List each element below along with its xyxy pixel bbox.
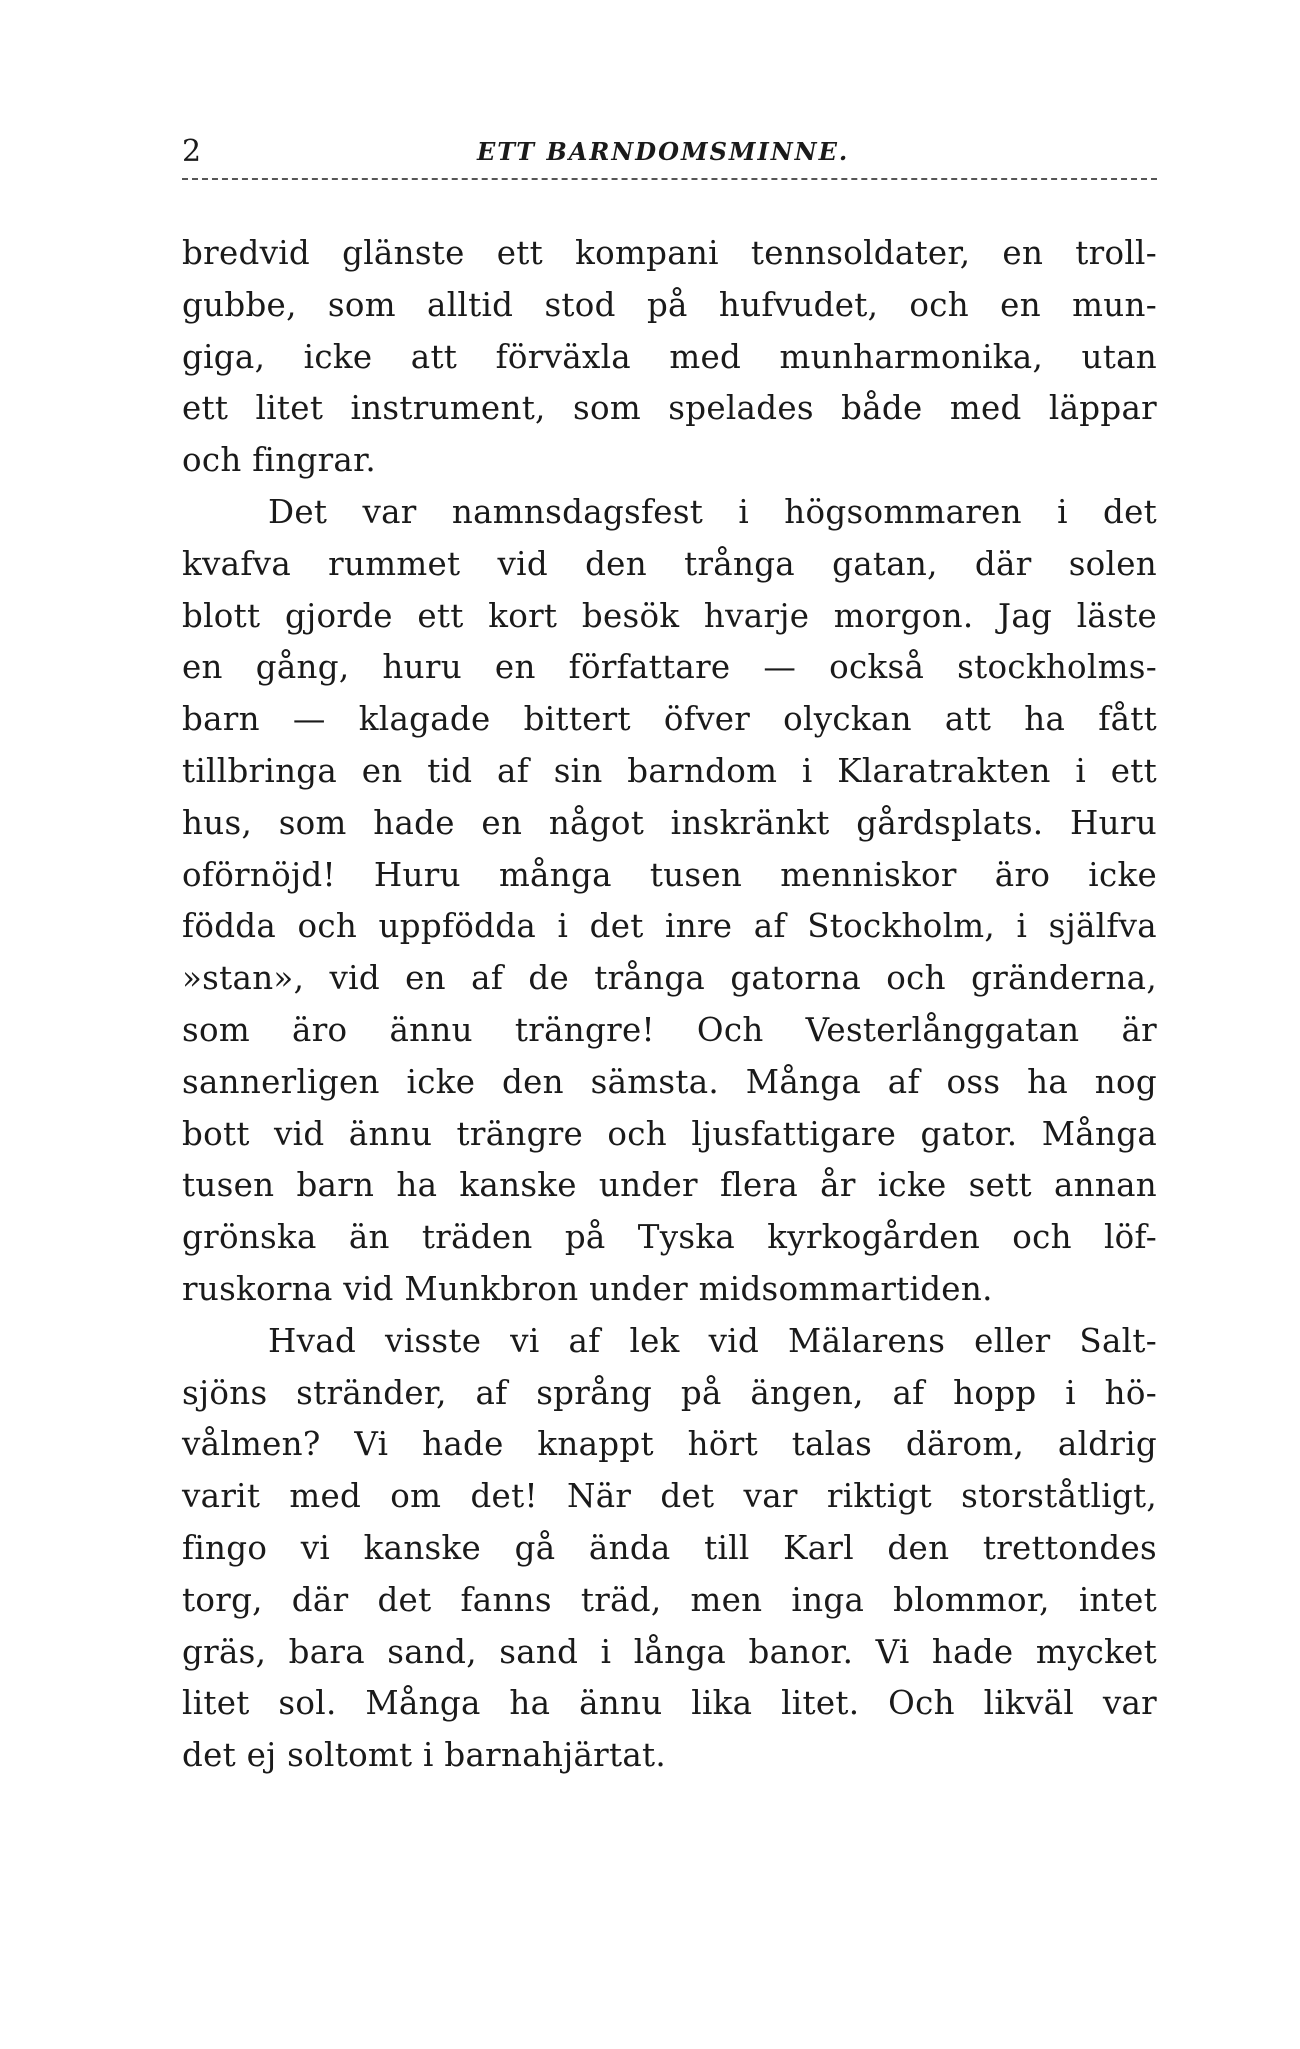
text-line: litet sol. Många ha ännu lika litet. Och likväl var xyxy=(182,1684,1157,1723)
running-head xyxy=(182,132,1157,172)
text-line: kvafva rummet vid den trånga gatan, där solen xyxy=(182,544,1157,583)
text-line: och fingrar. xyxy=(182,441,376,480)
page-number: 2 xyxy=(182,134,202,169)
text-line: gubbe, som alltid stod på hufvudet, och en mun- xyxy=(182,285,1157,324)
text-line: fingo vi kanske gå ända till Karl den trettondes xyxy=(182,1528,1157,1567)
text-line: en gång, huru en författare — också stockholms- xyxy=(182,648,1157,687)
text-line: barn — klagade bittert öfver olyckan att ha fått xyxy=(182,700,1157,739)
text-line: vålmen? Vi hade knappt hört talas därom, aldrig xyxy=(182,1425,1157,1464)
text-line: oförnöjd! Huru många tusen menniskor äro icke xyxy=(182,855,1157,894)
text-line: som äro ännu trängre! Och Vesterlånggatan är xyxy=(182,1010,1157,1049)
text-line: sjöns stränder, af språng på ängen, af hopp i hö- xyxy=(182,1373,1157,1412)
text-line: ruskorna vid Munkbron under midsommartiden. xyxy=(182,1269,993,1308)
text-line: hus, som hade en något inskränkt gårdsplats. Huru xyxy=(182,803,1157,842)
header-rule xyxy=(182,178,1157,180)
text-line: ett litet instrument, som spelades både med läppar xyxy=(182,389,1157,428)
running-title: ETT BARNDOMSMINNE. xyxy=(477,137,850,166)
text-line: Hvad visste vi af lek vid Mälarens eller Salt- xyxy=(268,1321,1157,1360)
text-line: blott gjorde ett kort besök hvarje morgon. Jag läste xyxy=(182,596,1157,635)
text-line: varit med om det! När det var riktigt storståtligt, xyxy=(182,1477,1157,1516)
paragraph xyxy=(182,1316,1157,1782)
text-line: gräs, bara sand, sand i långa banor. Vi hade mycket xyxy=(182,1632,1157,1671)
text-line: giga, icke att förväxla med munharmonika, utan xyxy=(182,337,1157,376)
body-text xyxy=(182,228,1157,1782)
paragraph xyxy=(182,487,1157,1316)
paragraph xyxy=(182,228,1157,487)
text-line: grönska än träden på Tyska kyrkogården och löf- xyxy=(182,1218,1157,1257)
text-line: tusen barn ha kanske under flera år icke sett annan xyxy=(182,1166,1157,1205)
text-line: »stan», vid en af de trånga gatorna och gränderna, xyxy=(182,959,1157,998)
text-line: bredvid glänste ett kompani tennsoldater, en troll- xyxy=(182,234,1157,272)
text-line: torg, där det fanns träd, men inga blommor, intet xyxy=(182,1580,1157,1619)
text-line: födda och uppfödda i det inre af Stockholm, i själfva xyxy=(182,907,1157,946)
text-line: bott vid ännu trängre och ljusfattigare gator. Många xyxy=(182,1114,1157,1153)
text-line: det ej soltomt i barnahjärtat. xyxy=(182,1736,667,1775)
text-line: Det var namnsdagsfest i högsommaren i det xyxy=(268,492,1157,531)
text-line: sannerligen icke den sämsta. Många af oss ha nog xyxy=(182,1062,1157,1101)
text-line: tillbringa en tid af sin barndom i Klaratrakten i ett xyxy=(182,751,1157,790)
